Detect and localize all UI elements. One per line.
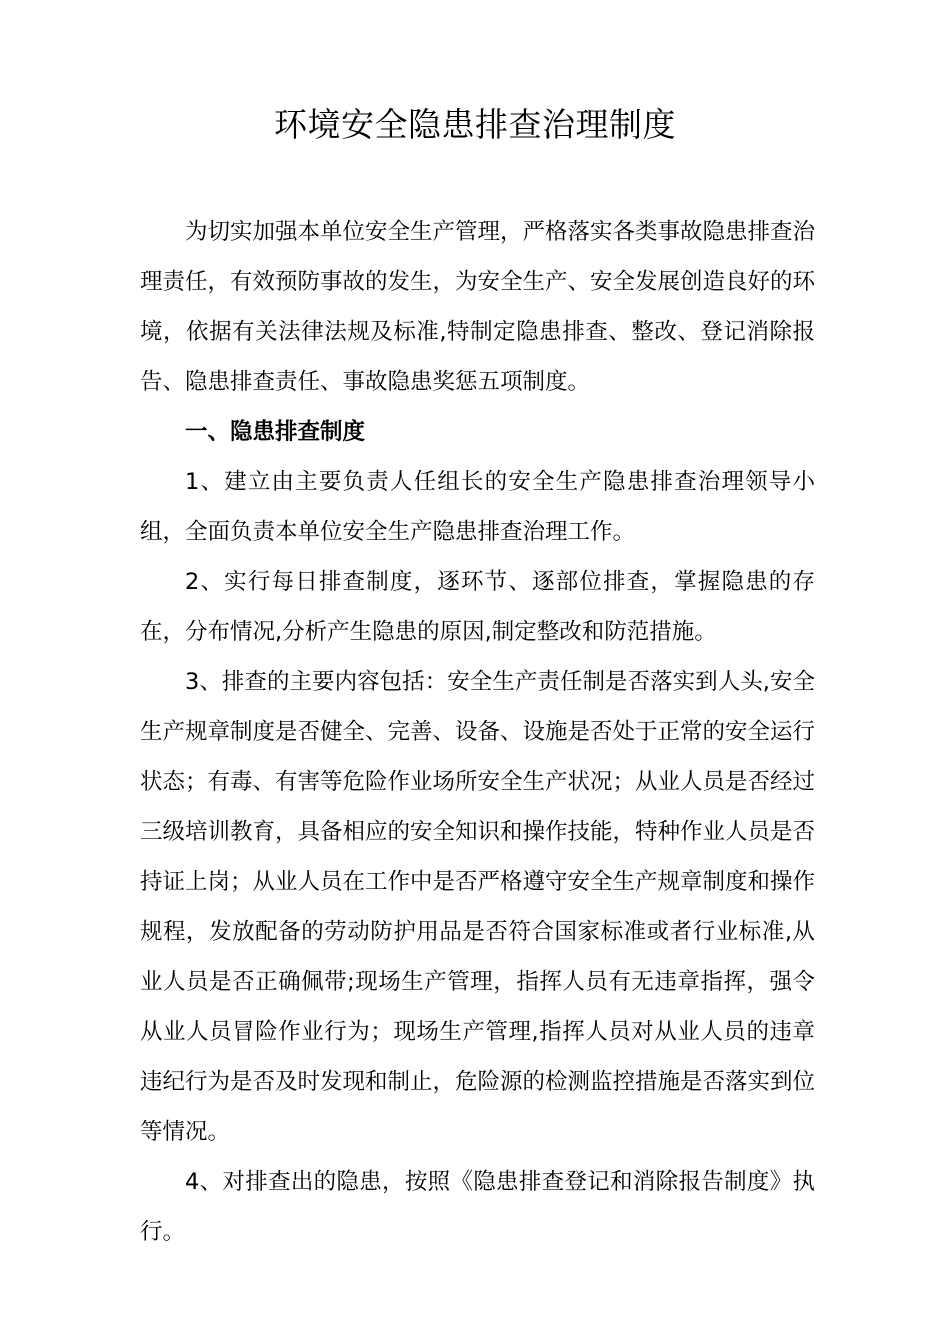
intro-paragraph: 为切实加强本单位安全生产管理，严格落实各类事故隐患排查治理责任，有效预防事故的发生，为安全生产、安全发展创造良好的环境，依据有关法律法规及标准,特制定隐患排查、整改、登记消除报告、隐患排查责任、事故隐患奖惩五项制度。: [140, 219, 816, 395]
section-item-2: 2、实行每日排查制度，逐环节、逐部位排查，掌握隐患的存在，分布情况,分析产生隐患的原因,制定整改和防范措施。: [140, 569, 815, 645]
section-item-1: 1、建立由主要负责人任组长的安全生产隐患排查治理领导小组，全面负责本单位安全生产隐患排查治理工作。: [140, 469, 815, 545]
section-heading-hazard-inspection: 一、隐患排查制度: [185, 419, 366, 445]
document-body: [140, 207, 815, 1257]
section-item-3: 3、排查的主要内容包括：安全生产责任制是否落实到人头,安全生产规章制度是否健全、完善、设备、设施是否处于正常的安全运行状态；有毒、有害等危险作业场所安全生产状况；从业人员是否经过三级培训教育，具备相应的安全知识和操作技能，特种作业人员是否持证上岗；从业人员在工作中是否严格遵守安全生产规章制度和操作规程，发放配备的劳动防护用品是否符合国家标准或者行业标准,从业人员是否正确佩带;现场生产管理，指挥人员有无违章指挥，强令从业人员冒险作业行为；现场生产管理,指挥人员对从业人员的违章违纪行为是否及时发现和制止，危险源的检测监控措施是否落实到位等情况。: [140, 669, 816, 1145]
document-title: 环境安全隐患排查治理制度: [274, 105, 676, 144]
section-item-4: 4、对排查出的隐患，按照《隐患排查登记和消除报告制度》执行。: [140, 1169, 815, 1245]
